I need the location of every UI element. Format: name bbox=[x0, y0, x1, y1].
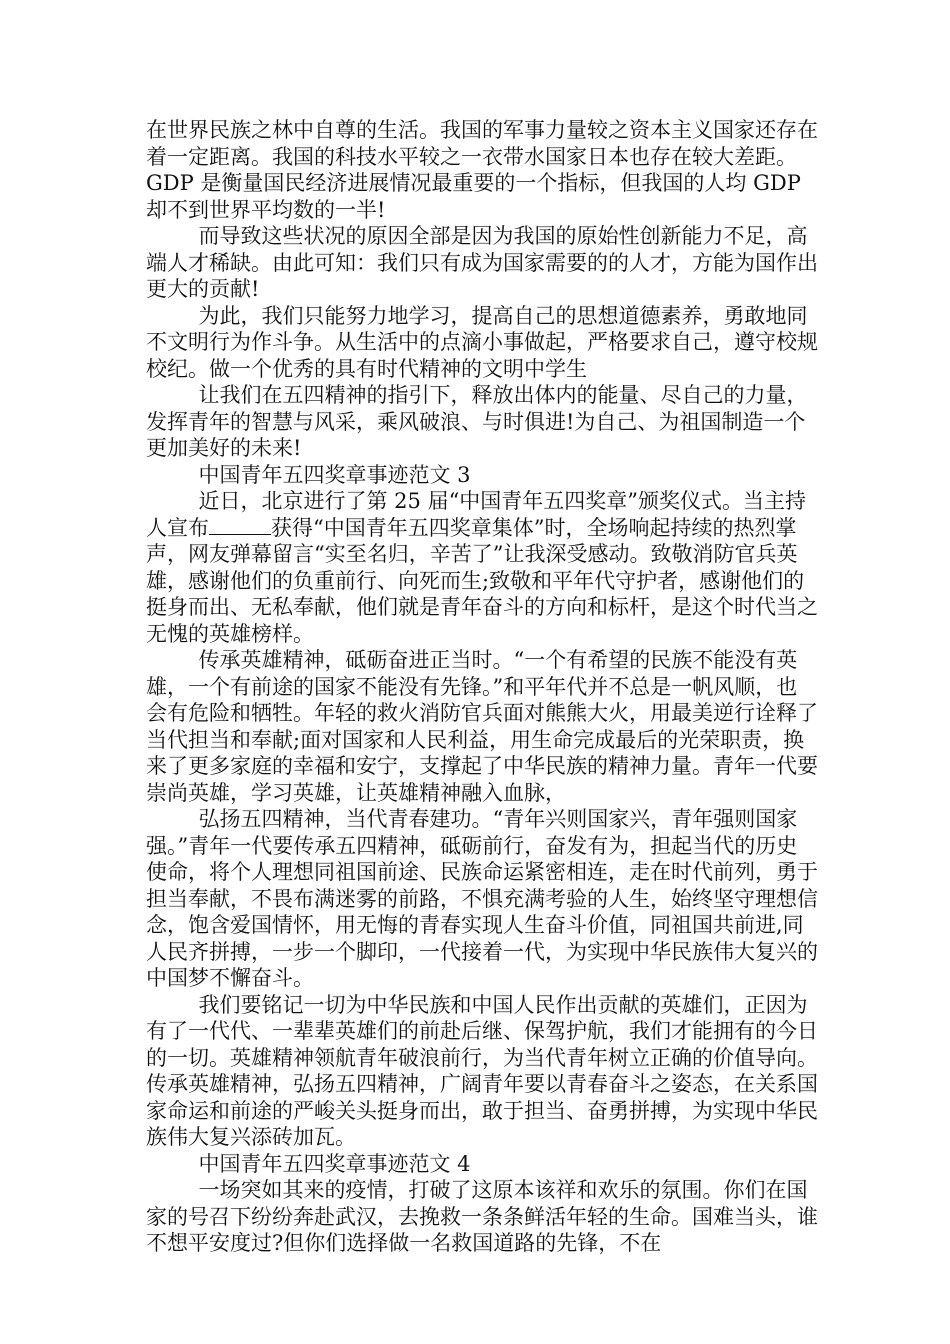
paragraph-text: 近日，北京进行了第 25 届“中国青年五四奖章”颁奖仪式。当主持人宣布 bbox=[146, 489, 807, 540]
paragraph-text: 获得“中国青年五四奖章集体”时，全场响起持续的热烈掌声，网友弹幕留言“实至名归，辛苦了”让我深受感动。致敬消防官兵英雄，感谢他们的负重前行、向死而生;致敬和平年代守护者，感谢他们的挺身而出、无私奉献，他们就是青年奋斗的方向和标杆，是这个时代当之无愧的英雄榜样。 bbox=[146, 515, 818, 646]
paragraph: 传承英雄精神，砥砺奋进正当时。“一个有希望的民族不能没有英雄，一个有前途的国家不能没有先锋。”和平年代并不总是一帆风顺，也会有危险和牺牲。年轻的救火消防官兵面对熊熊大火，用最美逆行诠释了当代担当和奉献;面对国家和人民利益，用生命完成最后的光荣职责，换来了更多家庭的幸福和安宁，支撑起了中华民族的精神力量。青年一代要崇尚英雄，学习英雄，让英雄精神融入血脉， bbox=[146, 648, 818, 805]
paragraph: 弘扬五四精神，当代青春建功。“青年兴则国家兴，青年强则国家强。”青年一代要传承五四精神，砥砺前行，奋发有为，担起当代的历史使命，将个人理想同祖国前途、民族命运紧密相连，走在时代前列，勇于担当奉献，不畏布满迷雾的前路，不惧充满考验的人生，始终坚守理想信念，饱含爱国情怀，用无悔的青春实现人生奋斗价值，同祖国共前进,同人民齐拼搏，一步一个脚印，一代接着一代，为实现中华民族伟大复兴的中国梦不懈奋斗。 bbox=[146, 807, 818, 990]
paragraph: 在世界民族之林中自尊的生活。我国的军事力量较之资本主义国家还存在着一定距离。我国的科技水平较之一衣带水国家日本也存在较大差距。GDP 是衡量国民经济进展情况最重要的一个指标，但我国的人均 GDP 却不到世界平均数的一半! bbox=[146, 118, 818, 222]
paragraph: 一场突如其来的疫情，打破了这原本该祥和欢乐的氛围。你们在国家的号召下纷纷奔赴武汉，去挽救一条条鲜活年轻的生命。国难当头，谁不想平安度过?但你们选择做一名救国道路的先锋，不在 bbox=[146, 1178, 818, 1255]
paragraph: 为此，我们只能努力地学习，提高自己的思想道德素养，勇敢地同不文明行为作斗争。从生活中的点滴小事做起，严格要求自己，遵守校规校纪。做一个优秀的具有时代精神的文明中学生 bbox=[146, 303, 818, 381]
document-page bbox=[146, 117, 818, 1257]
paragraph: 让我们在五四精神的指引下，释放出体内的能量、尽自己的力量，发挥青年的智慧与风采，乘风破浪、与时俱进!为自己、为祖国制造一个更加美好的未来! bbox=[146, 383, 808, 460]
section-heading-3: 中国青年五四奖章事迹范文 3 bbox=[198, 462, 471, 487]
blank-underline bbox=[209, 516, 271, 535]
paragraph bbox=[146, 488, 818, 647]
paragraph: 而导致这些状况的原因全部是因为我国的原始性创新能力不足，高端人才稀缺。由此可知：我们只有成为国家需要的的人才，方能为国作出更大的贡献! bbox=[146, 224, 818, 301]
section-heading-4: 中国青年五四奖章事迹范文 4 bbox=[198, 1151, 471, 1176]
paragraph: 我们要铭记一切为中华民族和中国人民作出贡献的英雄们，正因为有了一代代、一辈辈英雄们的前赴后继、保驾护航，我们才能拥有的今日的一切。英雄精神领航青年破浪前行，为当代青年树立正确的价值导向。传承英雄精神，弘扬五四精神，广阔青年要以青春奋斗之姿态，在关系国家命运和前途的严峻关头挺身而出，敢于担当、奋勇拼搏，为实现中华民族伟大复兴添砖加瓦。 bbox=[146, 992, 818, 1149]
